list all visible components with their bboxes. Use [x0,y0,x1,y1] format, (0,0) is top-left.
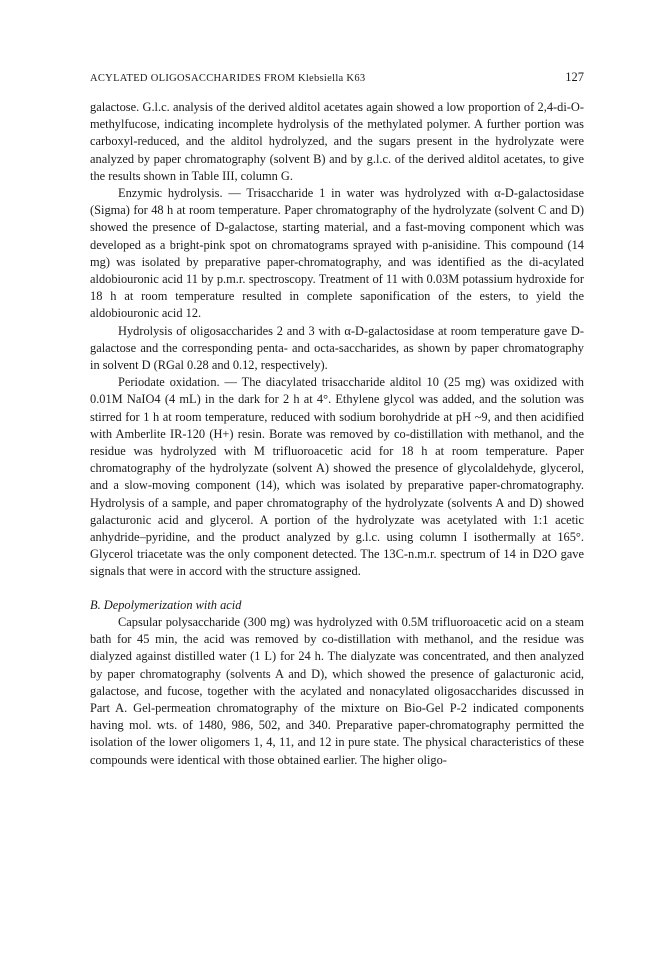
body-text [90,99,584,769]
paragraph-enzymic-hydrolysis: Enzymic hydrolysis. — Trisaccharide 1 in water was hydrolyzed with α-D-galactosidase (Sigma) for 48 h at room temperature. Paper chromatography of the hydrolyzate (solvent C and D) showed the presence of D-galactose, starting material, and a fast-moving component which was developed as a bright-pink spot on chromatograms sprayed with p-anisidine. This compound (14 mg) was isolated by preparative paper-chromatography, and was identified as the di-acylated aldobiouronic acid 11 by p.m.r. spectroscopy. Treatment of 11 with 0.03M potassium hydroxide for 18 h at room temperature resulted in complete saponification of the esters, to yield the aldobiouronic acid 12. [90,186,584,321]
running-head: ACYLATED OLIGOSACCHARIDES FROM Klebsiella K63 [90,73,366,84]
paragraph-galactose-analysis: galactose. G.l.c. analysis of the derived alditol acetates again showed a low proportion of 2,4-di-O-methylfucose, indicating incomplete hydrolysis of the methylated polymer. A further portion was carboxyl-reduced, and the alditol hydrolyzed, and the sugars present in the hydrolyzate were analyzed by paper chromatography (solvent B) and by g.l.c. of the derived alditol acetates, to give the results shown in Table III, column G. [90,100,584,183]
paragraph-periodate-oxidation: Periodate oxidation. — The diacylated trisaccharide alditol 10 (25 mg) was oxidized with 0.01M NaIO4 (4 mL) in the dark for 2 h at 4°. Ethylene glycol was added, and the solution was stirred for 1 h at room temperature, reduced with sodium borohydride at pH ~9, and then acidified with Amberlite IR-120 (H+) resin. Borate was removed by co-distillation with methanol, and the residue was hydrolyzed with M trifluoroacetic acid for 18 h at room temperature. Paper chromatography of the hydrolyzate (solvent A) showed the presence of glycolaldehyde, glycerol, and a slow-moving component (14), which was isolated by preparative paper-chromatography. Hydrolysis of a sample, and paper chromatography of the hydrolyzate (solvents A and D) showed galacturonic acid and glycerol. A portion of the hydrolyzate was acetylated with 1:1 acetic anhydride–pyridine, and the product analyzed by g.l.c. using column I isothermally at 165°. Glycerol triacetate was the only component detected. The 13C-n.m.r. spectrum of 14 in D2O gave signals that were in accord with the structure assigned. [90,375,584,579]
page-number: 127 [565,70,584,84]
page-header [90,70,584,85]
paragraph-depolymerization: Capsular polysaccharide (300 mg) was hydrolyzed with 0.5M trifluoroacetic acid on a steam bath for 45 min, the acid was removed by co-distillation with methanol, and the residue was dialyzed against distilled water (1 L) for 24 h. The dialyzate was concentrated, and then analyzed by paper chromatography (solvents A and D), which showed the presence of galacturonic acid, galactose, and fucose, together with the acylated and nonacylated oligosaccharides discussed in Part A. Gel-permeation chromatography of the mixture on Bio-Gel P-2 indicated components having mol. wts. of 1480, 986, 502, and 340. Preparative paper-chromatography permitted the isolation of the lower oligomers 1, 4, 11, and 12 in pure state. The physical characteristics of these compounds were identical with those obtained earlier. The higher oligo- [90,614,584,767]
page [90,70,584,769]
section-heading-depolymerization: B. Depolymerization with acid [90,597,242,612]
paragraph-oligosaccharide-hydrolysis: Hydrolysis of oligosaccharides 2 and 3 with α-D-galactosidase at room temperature gave D-galactose and the corresponding penta- and octa-saccharides, as shown by paper chromatography in solvent D (RGal 0.28 and 0.12, respectively). [90,323,584,373]
